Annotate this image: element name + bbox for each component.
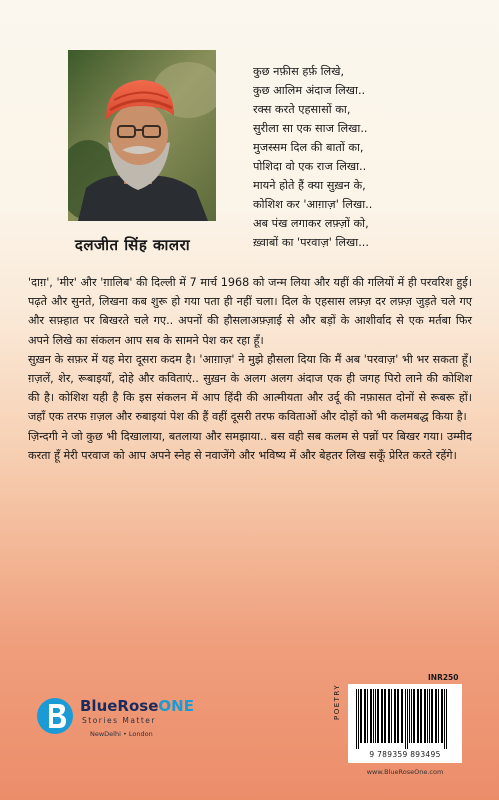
barcode-bar [394, 689, 396, 743]
poem-line: कोशिश कर 'आग़ाज़' लिखा.. [253, 198, 373, 211]
publisher-cities: NewDelhi • London [90, 730, 153, 738]
bio-paragraph: सुख़न के सफ़र में यह मेरा दूसरा कदम है। 'आग़ाज़' ने मुझे हौसला दिया कि मैं अब 'परवाज़' भी भर सकता हूँ। ग़ज़लें, शेर, रूबाइयाँ, दोहे और कविताएं.. सुख़न के अलग अलग अंदाज एक ही जगह पिरो लाने की कोशिश की है। कोशिश यही है कि इस संकलन में आप हिंदी की आत्मीयता और उर्दू की नफ़ासत दोनों से रूबरू हों। जहाँ एक तरफ ग़ज़ल और रुबाइयां पेश की हैं वहीं दूसरी तरफ कविताओं और दोहों को भी कलमबद्ध किया है। [28, 352, 472, 424]
barcode-bar [375, 689, 376, 743]
barcode-bar [413, 689, 415, 743]
barcode-bar [358, 689, 359, 749]
poem-line: रक्स करते एहसासों का, [253, 103, 351, 116]
barcode-bar [381, 689, 383, 743]
price-label: INR250 [428, 673, 459, 682]
poem-line: पोशिदा वो एक राज लिखा.. [253, 160, 367, 173]
barcode-bars [354, 689, 456, 749]
barcode-bar [427, 689, 428, 743]
author-bio [28, 273, 472, 465]
bio-paragraph: 'दाग़', 'मीर' और 'ग़ालिब' की दिल्ली में 7 मार्च 1968 को जन्म लिया और यहीं की गलियों में ही परवरिश हुई। पढ़ते और सुनते, लिखना कब शुरू हो गया पता ही नहीं चला। दिल के एहसास लफ़्ज़ दर लफ़्ज़ जुड़ते चले गए और सफ़्हात पर बिखरते चले गए.. अपनों की हौसलाअफ़्ज़ाई से और बड़ों के आशीर्वाद से एक मर्तबा फिर अपने लिखे का संकलन आप सब के सामने पेश कर रहा हूँ। [28, 276, 472, 347]
poem-line: कुछ आलिम अंदाज लिखा.. [253, 84, 366, 97]
publisher-logo [36, 694, 196, 742]
poem-line: कुछ नफ़ीस हर्फ़ लिखे, [253, 65, 345, 78]
poem-line: मायने होते हैं क्या सुख़न के, [253, 179, 366, 192]
barcode-bar [409, 689, 410, 743]
barcode-bar [446, 689, 447, 749]
barcode-bar [391, 689, 392, 743]
barcode-bar [388, 689, 390, 743]
barcode-bar [407, 689, 408, 749]
barcode-bar [438, 689, 439, 743]
genre-label: POETRY [333, 683, 341, 720]
barcode-bar [411, 689, 412, 743]
publisher-tagline: Stories Matter [82, 716, 157, 725]
publisher-logo-icon [36, 694, 74, 738]
bio-paragraph: ज़िन्दगी ने जो कुछ भी दिखालाया, बतलाया और समझाया.. बस वही सब कलम से पन्नों पर बिखर गया। उम्मीद करता हूँ मेरी परवाज को आप अपने स्नेह से नवाजेंगे और भविष्य में और बेहतर लिख सकूँ प्रेरित करते रहेंगे। [28, 429, 472, 462]
barcode-bar [356, 689, 357, 749]
barcode-bar [429, 689, 430, 743]
barcode-bar [441, 689, 443, 743]
barcode-bar [373, 689, 374, 743]
barcode [348, 684, 462, 763]
barcode-bar [360, 689, 362, 743]
barcode-bar [420, 689, 422, 743]
barcode-bar [401, 689, 403, 743]
barcode-bar [417, 689, 419, 743]
poem [253, 62, 488, 252]
barcode-bar [370, 689, 372, 743]
barcode-bar [377, 689, 379, 743]
author-name: दलजीत सिंह कालरा [74, 236, 191, 254]
isbn-number: 9 789359 893495 [369, 750, 441, 759]
barcode-bar [424, 689, 426, 743]
barcode-bar [405, 689, 406, 749]
poem-line: ख़्वाबों का 'परवाज़' लिखा... [253, 236, 369, 249]
barcode-bar [444, 689, 445, 749]
publisher-website: www.BlueRoseOne.com [366, 768, 444, 776]
barcode-bar [364, 689, 366, 743]
publisher-name: BlueRoseONE [80, 697, 194, 715]
barcode-bar [384, 689, 386, 743]
poem-line: सुरीला सा एक साज लिखा.. [253, 122, 368, 135]
poem-line: अब पंख लगाकर लफ़्ज़ों को, [253, 217, 369, 230]
barcode-bar [367, 689, 368, 743]
poem-line: मुजस्सम दिल की बातों का, [253, 141, 364, 154]
barcode-bar [435, 689, 437, 743]
barcode-bar [397, 689, 399, 743]
barcode-bar [431, 689, 433, 743]
author-photo [68, 50, 216, 221]
